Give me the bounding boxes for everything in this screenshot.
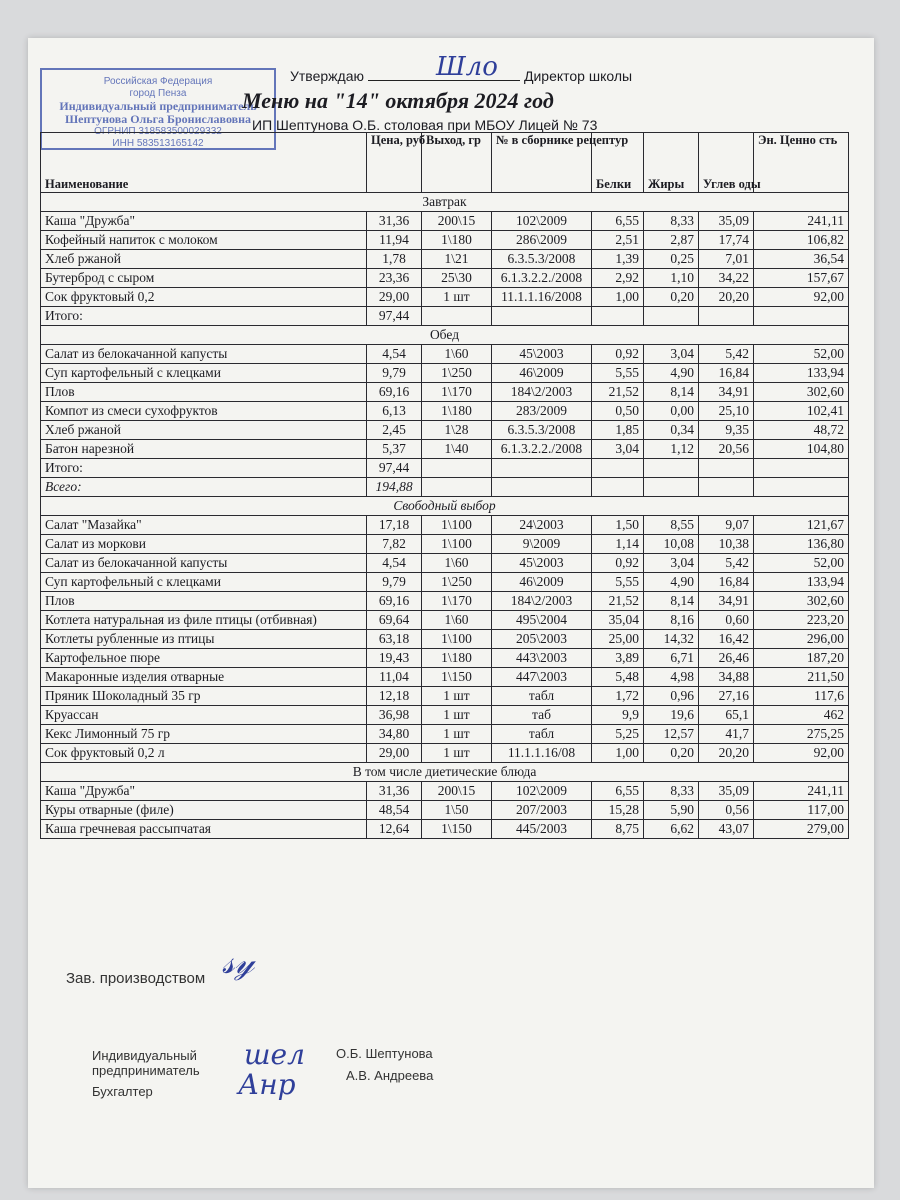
dish-energy: 121,67 [754,516,849,535]
table-row [41,554,849,573]
table-row [41,573,849,592]
director-signature: Шло [436,52,498,82]
dish-protein: 5,55 [592,573,644,592]
dish-energy: 241,11 [754,212,849,231]
entrepreneur-signature: шел [244,1038,305,1071]
dish-energy: 296,00 [754,630,849,649]
dish-energy: 117,00 [754,801,849,820]
dish-recipe: 102\2009 [492,782,592,801]
dish-energy: 36,54 [754,250,849,269]
header-fat: Жиры [644,133,699,193]
dish-energy: 223,20 [754,611,849,630]
header-name: Наименование [41,133,367,193]
dish-recipe: 6.3.5.3/2008 [492,250,592,269]
dish-price: 9,79 [367,364,422,383]
dish-name: Плов [41,592,367,611]
dish-protein: 2,51 [592,231,644,250]
dish-fat: 8,55 [644,516,699,535]
section-title-row [41,763,849,782]
dish-energy: 157,67 [754,269,849,288]
dish-energy: 302,60 [754,383,849,402]
dish-carbs: 0,60 [699,611,754,630]
dish-fat: 6,71 [644,649,699,668]
table-row [41,725,849,744]
dish-protein: 0,92 [592,345,644,364]
dish-yield: 1\180 [422,649,492,668]
dish-recipe: 443\2003 [492,649,592,668]
dish-recipe: табл [492,687,592,706]
dish-carbs: 16,84 [699,573,754,592]
dish-yield: 1\40 [422,440,492,459]
dish-energy: 52,00 [754,345,849,364]
table-header [41,133,849,193]
stamp-line: Шептунова Ольга Брониславовна [64,112,252,126]
dish-carbs: 20,56 [699,440,754,459]
dish-energy: 106,82 [754,231,849,250]
page-subtitle: ИП Шептунова О.Б. столовая при МБОУ Лицей № 73 [252,117,598,133]
dish-yield: 1\100 [422,630,492,649]
dish-energy: 104,80 [754,440,849,459]
dish-price: 29,00 [367,744,422,763]
dish-recipe: таб [492,706,592,725]
lunch-total [41,459,849,497]
dish-price: 63,18 [367,630,422,649]
dish-price: 7,82 [367,535,422,554]
table-row [41,687,849,706]
dish-price: 69,16 [367,592,422,611]
dish-name: Салат "Мазайка" [41,516,367,535]
breakfast-total [41,307,849,326]
dish-energy: 302,60 [754,592,849,611]
header-energy: Эн. Ценно сть [754,133,849,193]
dish-price: 12,18 [367,687,422,706]
table-row [41,212,849,231]
dish-recipe: 45\2003 [492,554,592,573]
dish-recipe: 46\2009 [492,364,592,383]
dish-carbs: 34,22 [699,269,754,288]
header-carbs: Углев оды [699,133,754,193]
dish-recipe: 6.1.3.2.2./2008 [492,440,592,459]
dish-fat: 1,12 [644,440,699,459]
dish-recipe: 102\2009 [492,212,592,231]
stamp-line: город Пенза [129,88,187,99]
dish-name: Каша гречневая рассыпчатая [41,820,367,839]
dish-carbs: 9,07 [699,516,754,535]
dish-protein: 2,92 [592,269,644,288]
dish-price: 6,13 [367,402,422,421]
dish-protein: 1,39 [592,250,644,269]
approve-label: Утверждаю [290,68,364,84]
dish-protein: 25,00 [592,630,644,649]
dish-carbs: 17,74 [699,231,754,250]
dish-protein: 1,00 [592,744,644,763]
dish-energy: 92,00 [754,288,849,307]
section-title: Свободный выбор [41,497,849,516]
dish-yield: 200\15 [422,212,492,231]
dish-energy: 462 [754,706,849,725]
table-row [41,801,849,820]
dish-fat: 4,98 [644,668,699,687]
dish-carbs: 43,07 [699,820,754,839]
section-title: Обед [41,326,849,345]
dish-fat: 0,34 [644,421,699,440]
dish-yield: 1\170 [422,592,492,611]
table-row [41,516,849,535]
accountant-signature: Анр [238,1068,296,1101]
dish-protein: 1,85 [592,421,644,440]
dish-protein: 15,28 [592,801,644,820]
dish-yield: 1\150 [422,820,492,839]
table-row [41,649,849,668]
dish-energy: 133,94 [754,573,849,592]
diet-section [41,763,849,839]
production-signature: 𝓈𝓎 [222,942,255,982]
dish-carbs: 34,91 [699,383,754,402]
dish-energy: 48,72 [754,421,849,440]
dish-yield: 1\60 [422,611,492,630]
dish-yield: 1 шт [422,288,492,307]
dish-yield: 1\180 [422,231,492,250]
dish-yield: 1\50 [422,801,492,820]
dish-yield: 1\28 [422,421,492,440]
dish-name: Котлета натуральная из филе птицы (отбивная) [41,611,367,630]
dish-price: 69,64 [367,611,422,630]
dish-carbs: 20,20 [699,744,754,763]
dish-protein: 0,92 [592,554,644,573]
dish-fat: 0,20 [644,288,699,307]
dish-name: Пряник Шоколадный 35 гр [41,687,367,706]
dish-name: Макаронные изделия отварные [41,668,367,687]
dish-energy: 92,00 [754,744,849,763]
table-row [41,706,849,725]
dish-carbs: 27,16 [699,687,754,706]
table-row [41,345,849,364]
dish-protein: 21,52 [592,383,644,402]
dish-recipe: 11.1.1.16/2008 [492,288,592,307]
dish-protein: 5,55 [592,364,644,383]
dish-protein: 1,72 [592,687,644,706]
dish-protein: 8,75 [592,820,644,839]
dish-name: Хлеб ржаной [41,421,367,440]
dish-fat: 6,62 [644,820,699,839]
dish-energy: 133,94 [754,364,849,383]
dish-protein: 3,04 [592,440,644,459]
section-title-row [41,326,849,345]
dish-carbs: 0,56 [699,801,754,820]
dish-yield: 1\100 [422,535,492,554]
grand-total-value: 194,88 [367,478,422,497]
dish-energy: 52,00 [754,554,849,573]
stamp-line: ОГРНИП 318583500029332 [94,126,222,137]
accountant-label: Бухгалтер [92,1084,153,1099]
dish-energy: 187,20 [754,649,849,668]
dish-carbs: 65,1 [699,706,754,725]
table-row [41,269,849,288]
page-title: Меню на "14" октября 2024 год [242,88,554,113]
table-row [41,383,849,402]
entrepreneur-label [92,1048,200,1078]
dish-yield: 1\180 [422,402,492,421]
total-label: Итого: [41,307,367,326]
dish-carbs: 9,35 [699,421,754,440]
section-title: В том числе диетические блюда [41,763,849,782]
dish-protein: 5,25 [592,725,644,744]
dish-carbs: 16,84 [699,364,754,383]
table-row [41,288,849,307]
dish-fat: 4,90 [644,364,699,383]
entrepreneur-label-2: предприниматель [92,1063,200,1078]
dish-recipe: 6.3.5.3/2008 [492,421,592,440]
dish-recipe: 6.1.3.2.2./2008 [492,269,592,288]
dish-carbs: 7,01 [699,250,754,269]
dish-energy: 117,6 [754,687,849,706]
dish-fat: 2,87 [644,231,699,250]
dish-recipe: 9\2009 [492,535,592,554]
dish-fat: 0,00 [644,402,699,421]
dish-fat: 8,16 [644,611,699,630]
section-title-row [41,497,849,516]
dish-recipe: 11.1.1.16/08 [492,744,592,763]
dish-fat: 19,6 [644,706,699,725]
dish-name: Сок фруктовый 0,2 л [41,744,367,763]
table-row [41,744,849,763]
dish-price: 31,36 [367,782,422,801]
dish-recipe: 445/2003 [492,820,592,839]
dish-name: Салат из белокачанной капусты [41,345,367,364]
dish-name: Суп картофельный с клецками [41,364,367,383]
dish-price: 9,79 [367,573,422,592]
dish-energy: 275,25 [754,725,849,744]
dish-carbs: 16,42 [699,630,754,649]
table-row [41,592,849,611]
dish-carbs: 20,20 [699,288,754,307]
dish-recipe: 447\2003 [492,668,592,687]
table-row [41,440,849,459]
dish-name: Плов [41,383,367,402]
dish-carbs: 5,42 [699,345,754,364]
dish-protein: 5,48 [592,668,644,687]
dish-yield: 1\100 [422,516,492,535]
table-row [41,820,849,839]
entrepreneur-label-1: Индивидуальный [92,1048,197,1063]
dish-protein: 21,52 [592,592,644,611]
dish-name: Кофейный напиток с молоком [41,231,367,250]
dish-price: 17,18 [367,516,422,535]
dish-fat: 12,57 [644,725,699,744]
dish-fat: 0,25 [644,250,699,269]
dish-fat: 5,90 [644,801,699,820]
dish-price: 11,04 [367,668,422,687]
dish-fat: 3,04 [644,345,699,364]
table-row [41,364,849,383]
dish-fat: 10,08 [644,535,699,554]
dish-yield: 1 шт [422,687,492,706]
dish-protein: 35,04 [592,611,644,630]
table-row [41,231,849,250]
dish-price: 11,94 [367,231,422,250]
dish-yield: 25\30 [422,269,492,288]
dish-price: 34,80 [367,725,422,744]
dish-carbs: 34,91 [699,592,754,611]
table-row [41,535,849,554]
dish-protein: 1,14 [592,535,644,554]
dish-name: Каша "Дружба" [41,782,367,801]
stamp-line: Российская Федерация [103,76,213,87]
dish-name: Котлеты рубленные из птицы [41,630,367,649]
dish-recipe: 46\2009 [492,573,592,592]
dish-price: 12,64 [367,820,422,839]
dish-carbs: 25,10 [699,402,754,421]
dish-carbs: 35,09 [699,782,754,801]
dish-yield: 1 шт [422,706,492,725]
dish-fat: 0,96 [644,687,699,706]
dish-recipe: 207/2003 [492,801,592,820]
dish-name: Куры отварные (филе) [41,801,367,820]
menu-table [40,132,849,839]
dish-name: Компот из смеси сухофруктов [41,402,367,421]
dish-yield: 200\15 [422,782,492,801]
dish-price: 1,78 [367,250,422,269]
dish-name: Суп картофельный с клецками [41,573,367,592]
dish-recipe: 184\2/2003 [492,383,592,402]
section-title: Завтрак [41,193,849,212]
table-row [41,402,849,421]
dish-price: 48,54 [367,801,422,820]
dish-carbs: 10,38 [699,535,754,554]
dish-yield: 1\250 [422,573,492,592]
grand-total-label: Всего: [41,478,367,497]
stamp-line: ИНН 583513165142 [112,138,204,149]
dish-yield: 1\250 [422,364,492,383]
total-value: 97,44 [367,307,422,326]
dish-fat: 8,14 [644,383,699,402]
dish-fat: 1,10 [644,269,699,288]
dish-fat: 14,32 [644,630,699,649]
dish-price: 4,54 [367,554,422,573]
dish-carbs: 41,7 [699,725,754,744]
dish-protein: 0,50 [592,402,644,421]
dish-energy: 211,50 [754,668,849,687]
dish-carbs: 34,88 [699,668,754,687]
breakfast-section [41,193,849,307]
dish-name: Картофельное пюре [41,649,367,668]
dish-price: 29,00 [367,288,422,307]
production-label: Зав. производством [66,970,206,987]
dish-recipe: 286\2009 [492,231,592,250]
dish-fat: 8,14 [644,592,699,611]
dish-price: 2,45 [367,421,422,440]
dish-price: 23,36 [367,269,422,288]
dish-yield: 1\21 [422,250,492,269]
dish-carbs: 35,09 [699,212,754,231]
total-label: Итого: [41,459,367,478]
director-label: Директор школы [523,68,633,84]
dish-yield: 1\60 [422,345,492,364]
dish-yield: 1\170 [422,383,492,402]
section-title-row [41,193,849,212]
dish-name: Бутерброд с сыром [41,269,367,288]
table-row [41,782,849,801]
table-row [41,611,849,630]
dish-energy: 136,80 [754,535,849,554]
dish-protein: 9,9 [592,706,644,725]
dish-recipe: 24\2003 [492,516,592,535]
accountant-name: А.В. Андреева [346,1068,434,1083]
dish-fat: 3,04 [644,554,699,573]
dish-fat: 0,20 [644,744,699,763]
dish-price: 19,43 [367,649,422,668]
dish-recipe: 184\2/2003 [492,592,592,611]
dish-name: Каша "Дружба" [41,212,367,231]
dish-yield: 1 шт [422,744,492,763]
dish-carbs: 5,42 [699,554,754,573]
dish-carbs: 26,46 [699,649,754,668]
table-row [41,250,849,269]
dish-fat: 4,90 [644,573,699,592]
dish-name: Кекс Лимонный 75 гр [41,725,367,744]
total-value: 97,44 [367,459,422,478]
dish-name: Салат из белокачанной капусты [41,554,367,573]
dish-recipe: 495\2004 [492,611,592,630]
dish-protein: 6,55 [592,782,644,801]
dish-name: Салат из моркови [41,535,367,554]
table-row [41,668,849,687]
dish-recipe: табл [492,725,592,744]
dish-name: Сок фруктовый 0,2 [41,288,367,307]
dish-recipe: 283/2009 [492,402,592,421]
dish-price: 36,98 [367,706,422,725]
dish-price: 31,36 [367,212,422,231]
dish-energy: 279,00 [754,820,849,839]
dish-recipe: 205\2003 [492,630,592,649]
dish-protein: 6,55 [592,212,644,231]
dish-fat: 8,33 [644,782,699,801]
dish-yield: 1\60 [422,554,492,573]
free-choice-section [41,497,849,763]
stamp-line: Индивидуальный предприниматель [59,99,257,113]
dish-protein: 1,50 [592,516,644,535]
dish-price: 69,16 [367,383,422,402]
dish-yield: 1 шт [422,725,492,744]
dish-yield: 1\150 [422,668,492,687]
table-row [41,421,849,440]
dish-price: 5,37 [367,440,422,459]
dish-protein: 1,00 [592,288,644,307]
header-price: Цена, руб [367,133,422,193]
dish-energy: 102,41 [754,402,849,421]
lunch-section [41,326,849,459]
dish-price: 4,54 [367,345,422,364]
header-protein: Белки [592,133,644,193]
table-row [41,630,849,649]
dish-protein: 3,89 [592,649,644,668]
dish-fat: 8,33 [644,212,699,231]
dish-name: Хлеб ржаной [41,250,367,269]
dish-recipe: 45\2003 [492,345,592,364]
dish-name: Круассан [41,706,367,725]
dish-name: Батон нарезной [41,440,367,459]
dish-energy: 241,11 [754,782,849,801]
header-yield: Выход, гр [422,133,492,193]
header-recipe: № в сборнике рецептур [492,133,592,193]
entrepreneur-name: О.Б. Шептунова [336,1046,433,1061]
